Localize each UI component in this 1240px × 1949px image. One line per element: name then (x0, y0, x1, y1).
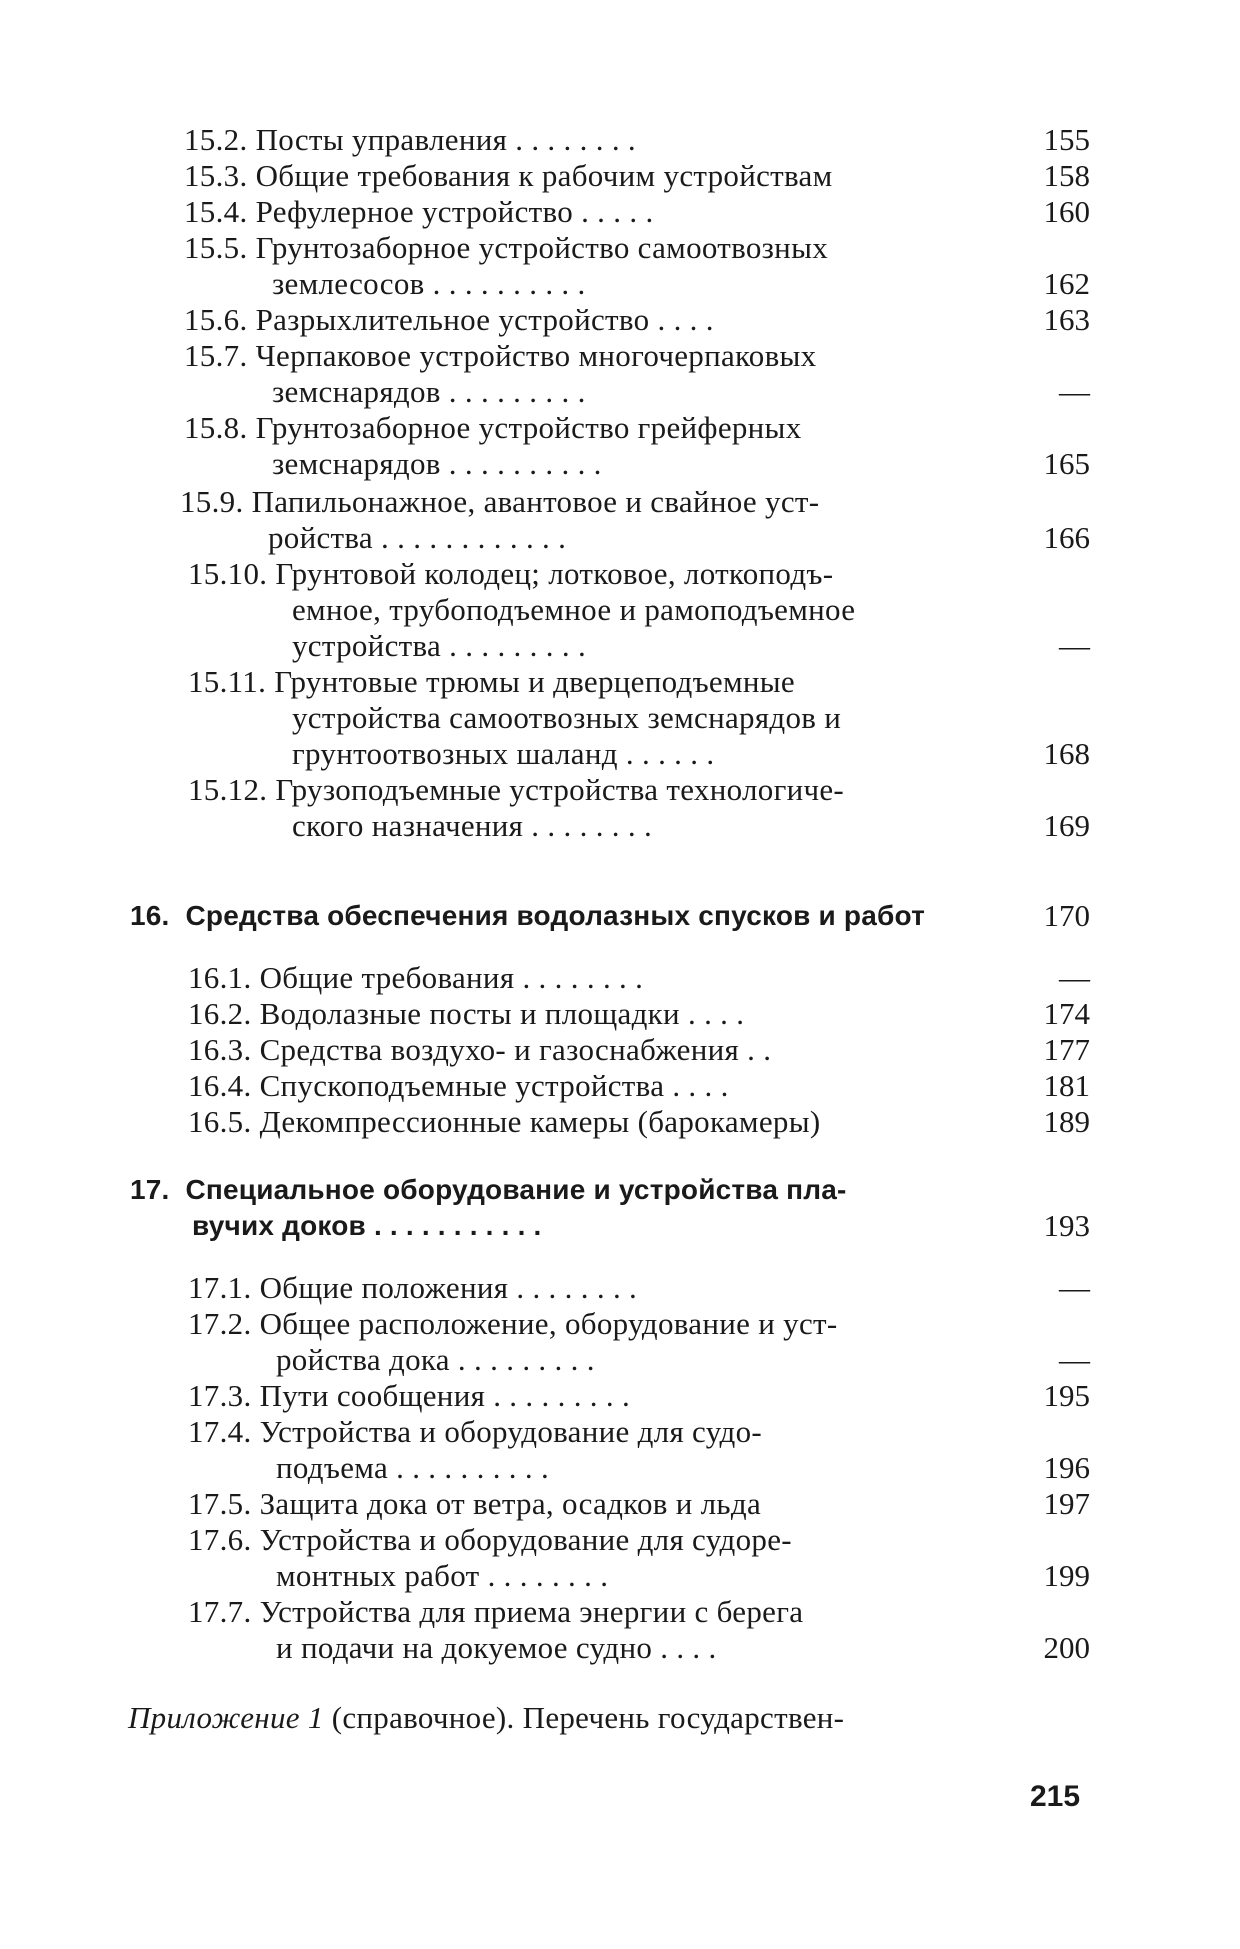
toc-entry-15-8-cont (272, 446, 602, 482)
entry-title-cont: земснарядов (272, 374, 441, 409)
page-ref: 160 (1043, 194, 1090, 229)
toc-entry-15-3 (184, 158, 833, 194)
entry-number: 15.7. (184, 338, 248, 373)
section-17-heading-cont (192, 1208, 542, 1244)
entry-title-cont: ройства дока (276, 1342, 450, 1377)
entry-number: 15.4. (184, 194, 248, 229)
toc-entry-15-10-cont (292, 592, 855, 628)
entry-title: Пути сообщения (259, 1378, 486, 1413)
toc-entry-17-4 (188, 1414, 762, 1450)
entry-title: Общие требования к рабочим устройствам (255, 158, 833, 193)
section-title-cont: вучих доков (192, 1210, 366, 1241)
appendix-line (128, 1700, 844, 1736)
entry-number: 16.4. (188, 1068, 252, 1103)
section-title: Средства обеспечения водолазных спусков и работ (185, 900, 926, 931)
entry-title: Общие требования (259, 960, 515, 995)
toc-entry-15-2 (184, 122, 636, 158)
toc-entry-17-3 (188, 1378, 630, 1414)
toc-entry-17-6 (188, 1522, 792, 1558)
page-ref: — (1059, 374, 1090, 409)
toc-entry-17-2 (188, 1306, 838, 1342)
page-ref: 193 (1043, 1208, 1090, 1243)
entry-title: Защита дока от ветра, осадков и льда (259, 1486, 762, 1521)
section-title: Специальное оборудование и устройства пла- (185, 1174, 847, 1205)
toc-entry-17-6-cont (276, 1558, 608, 1594)
page-ref: — (1059, 960, 1090, 995)
leader-dots: . . . . (657, 302, 714, 337)
page-ref: 200 (1043, 1630, 1090, 1665)
page-ref: 197 (1043, 1486, 1090, 1521)
entry-title-cont: ского назначения (292, 808, 524, 843)
toc-entry-17-1 (188, 1270, 637, 1306)
entry-title-cont: земснарядов (272, 446, 441, 481)
entry-number: 17.7. (188, 1594, 252, 1629)
toc-entry-15-11 (188, 664, 795, 700)
leader-dots: . . . . . . . . (487, 1558, 609, 1593)
entry-title-cont: землесосов (272, 266, 425, 301)
entry-number: 15.5. (184, 230, 248, 265)
entry-title-cont: устройства самоотвозных земснарядов и (292, 700, 842, 735)
entry-title: Устройства и оборудование для судо- (259, 1414, 763, 1449)
toc-entry-15-5-cont (272, 266, 586, 302)
entry-number: 15.11. (188, 664, 267, 699)
page-ref: 195 (1043, 1378, 1090, 1413)
entry-number: 15.12. (188, 772, 268, 807)
toc-entry-15-5 (184, 230, 828, 266)
entry-title-cont: емное, трубоподъемное и рамоподъемное (292, 592, 856, 627)
entry-number: 15.9. (180, 484, 244, 519)
entry-title: Черпаковое устройство многочерпаковых (255, 338, 817, 373)
toc-entry-15-11-cont2 (292, 736, 714, 772)
page-ref: 177 (1043, 1032, 1090, 1067)
entry-title: Устройства для приема энергии с берега (259, 1594, 804, 1629)
leader-dots: . . . . . . . . . . (448, 446, 602, 481)
appendix-text: (справочное). Перечень государствен- (323, 1700, 845, 1735)
toc-entry-15-10 (188, 556, 833, 592)
leader-dots: . . . . . . . . . . (396, 1450, 550, 1485)
toc-entry-16-3 (188, 1032, 771, 1068)
entry-title: Папильонажное, авантовое и свайное уст- (251, 484, 820, 519)
page-ref: 158 (1043, 158, 1090, 193)
entry-number: 17.5. (188, 1486, 252, 1521)
entry-title-cont: устройства (292, 628, 442, 663)
toc-entry-15-9 (180, 484, 819, 520)
toc-entry-16-5 (188, 1104, 820, 1140)
toc-entry-17-2-cont (276, 1342, 595, 1378)
entry-title: Грунтозаборное устройство самоотвозных (255, 230, 829, 265)
leader-dots: . . . . . . (625, 736, 715, 771)
entry-title: Водолазные посты и площадки (259, 996, 680, 1031)
entry-number: 17.3. (188, 1378, 252, 1413)
leader-dots: . . . . . . . . (522, 960, 644, 995)
entry-number: 15.10. (188, 556, 268, 591)
leader-dots: . . . . . . . . . (493, 1378, 631, 1413)
page-ref: 165 (1043, 446, 1090, 481)
entry-title: Грузоподъемные устройства технологиче- (275, 772, 845, 807)
page-ref: 170 (1043, 898, 1090, 933)
page-ref: 168 (1043, 736, 1090, 771)
page-ref: — (1059, 628, 1090, 663)
entry-number: 17.2. (188, 1306, 252, 1341)
leader-dots: . . . . . . . . . . . . (381, 520, 567, 555)
entry-title-cont: ройства (268, 520, 373, 555)
entry-title-cont: подъема (276, 1450, 389, 1485)
toc-entry-15-9-cont (268, 520, 566, 556)
entry-number: 17.4. (188, 1414, 252, 1449)
entry-title: Рефулерное устройство (255, 194, 573, 229)
toc-entry-15-12-cont (292, 808, 652, 844)
leader-dots: . . . . (660, 1630, 717, 1665)
leader-dots: . . . . . . . . . . . (373, 1210, 542, 1241)
entry-number: 17.1. (188, 1270, 252, 1305)
toc-entry-16-2 (188, 996, 744, 1032)
entry-title-cont: грунтоотвозных шаланд (292, 736, 618, 771)
leader-dots: . . . . . . . . . (449, 628, 586, 663)
toc-entry-17-7-cont (276, 1630, 717, 1666)
toc-entry-15-12 (188, 772, 844, 808)
toc-entry-16-1 (188, 960, 643, 996)
entry-number: 17.6. (188, 1522, 252, 1557)
page-ref: 181 (1043, 1068, 1090, 1103)
leader-dots: . . . . . . . . (516, 1270, 638, 1305)
entry-title: Грунтовые трюмы и дверцеподъемные (274, 664, 795, 699)
entry-title-cont: и подачи на докуемое судно (276, 1630, 653, 1665)
entry-number: 15.2. (184, 122, 248, 157)
entry-number: 15.3. (184, 158, 248, 193)
entry-number: 16.2. (188, 996, 252, 1031)
leader-dots: . . . . . . . . . . (432, 266, 586, 301)
entry-number: 15.8. (184, 410, 248, 445)
entry-title: Спускоподъемные устройства (259, 1068, 665, 1103)
page-ref: 189 (1043, 1104, 1090, 1139)
page-ref: 155 (1043, 122, 1090, 157)
leader-dots: . . (747, 1032, 772, 1067)
entry-title: Посты управления (255, 122, 508, 157)
toc-entry-17-7 (188, 1594, 803, 1630)
leader-dots: . . . . . . . . (531, 808, 653, 843)
toc-entry-15-7 (184, 338, 816, 374)
entry-number: 16.1. (188, 960, 252, 995)
appendix-label: Приложение 1 (128, 1700, 324, 1735)
entry-number: 16.5. (188, 1104, 252, 1139)
toc-entry-15-6 (184, 302, 714, 338)
entry-title: Общее расположение, оборудование и уст- (259, 1306, 838, 1341)
toc-entry-17-4-cont (276, 1450, 549, 1486)
page-ref: 163 (1043, 302, 1090, 337)
leader-dots: . . . . (672, 1068, 729, 1103)
entry-title: Грунтовой колодец; лотковое, лоткоподъ- (275, 556, 834, 591)
page-number: 215 (1030, 1780, 1081, 1813)
page-ref: 169 (1043, 808, 1090, 843)
section-16-heading (130, 898, 925, 934)
page-ref: 199 (1043, 1558, 1090, 1593)
page-ref: — (1059, 1342, 1090, 1377)
page-ref: — (1059, 1270, 1090, 1305)
section-17-heading (130, 1172, 847, 1208)
leader-dots: . . . . . . . . . (457, 1342, 595, 1377)
toc-entry-15-4 (184, 194, 654, 230)
leader-dots: . . . . . . . . (515, 122, 636, 157)
entry-title: Средства воздухо- и газоснабжения (259, 1032, 740, 1067)
entry-title: Грунтозаборное устройство грейферных (255, 410, 802, 445)
page-ref: 196 (1043, 1450, 1090, 1485)
toc-entry-15-7-cont (272, 374, 586, 410)
section-number: 16. (130, 900, 170, 931)
leader-dots: . . . . (687, 996, 745, 1031)
page-ref: 174 (1043, 996, 1090, 1031)
entry-title: Устройства и оборудование для судоре- (259, 1522, 792, 1557)
section-number: 17. (130, 1174, 170, 1205)
toc-entry-17-5 (188, 1486, 761, 1522)
page-ref: 162 (1043, 266, 1090, 301)
toc-entry-15-8 (184, 410, 802, 446)
toc-entry-15-10-cont2 (292, 628, 586, 664)
entry-number: 16.3. (188, 1032, 252, 1067)
page-ref: 166 (1043, 520, 1090, 555)
leader-dots: . . . . . . . . . (448, 374, 586, 409)
entry-number: 15.6. (184, 302, 248, 337)
leader-dots: . . . . . (581, 194, 654, 229)
toc-entry-15-11-cont (292, 700, 841, 736)
entry-title: Декомпрессионные камеры (барокамеры) (259, 1104, 821, 1139)
entry-title: Разрыхлительное устройство (255, 302, 650, 337)
entry-title: Общие положения (259, 1270, 509, 1305)
toc-entry-16-4 (188, 1068, 729, 1104)
entry-title-cont: монтных работ (276, 1558, 480, 1593)
